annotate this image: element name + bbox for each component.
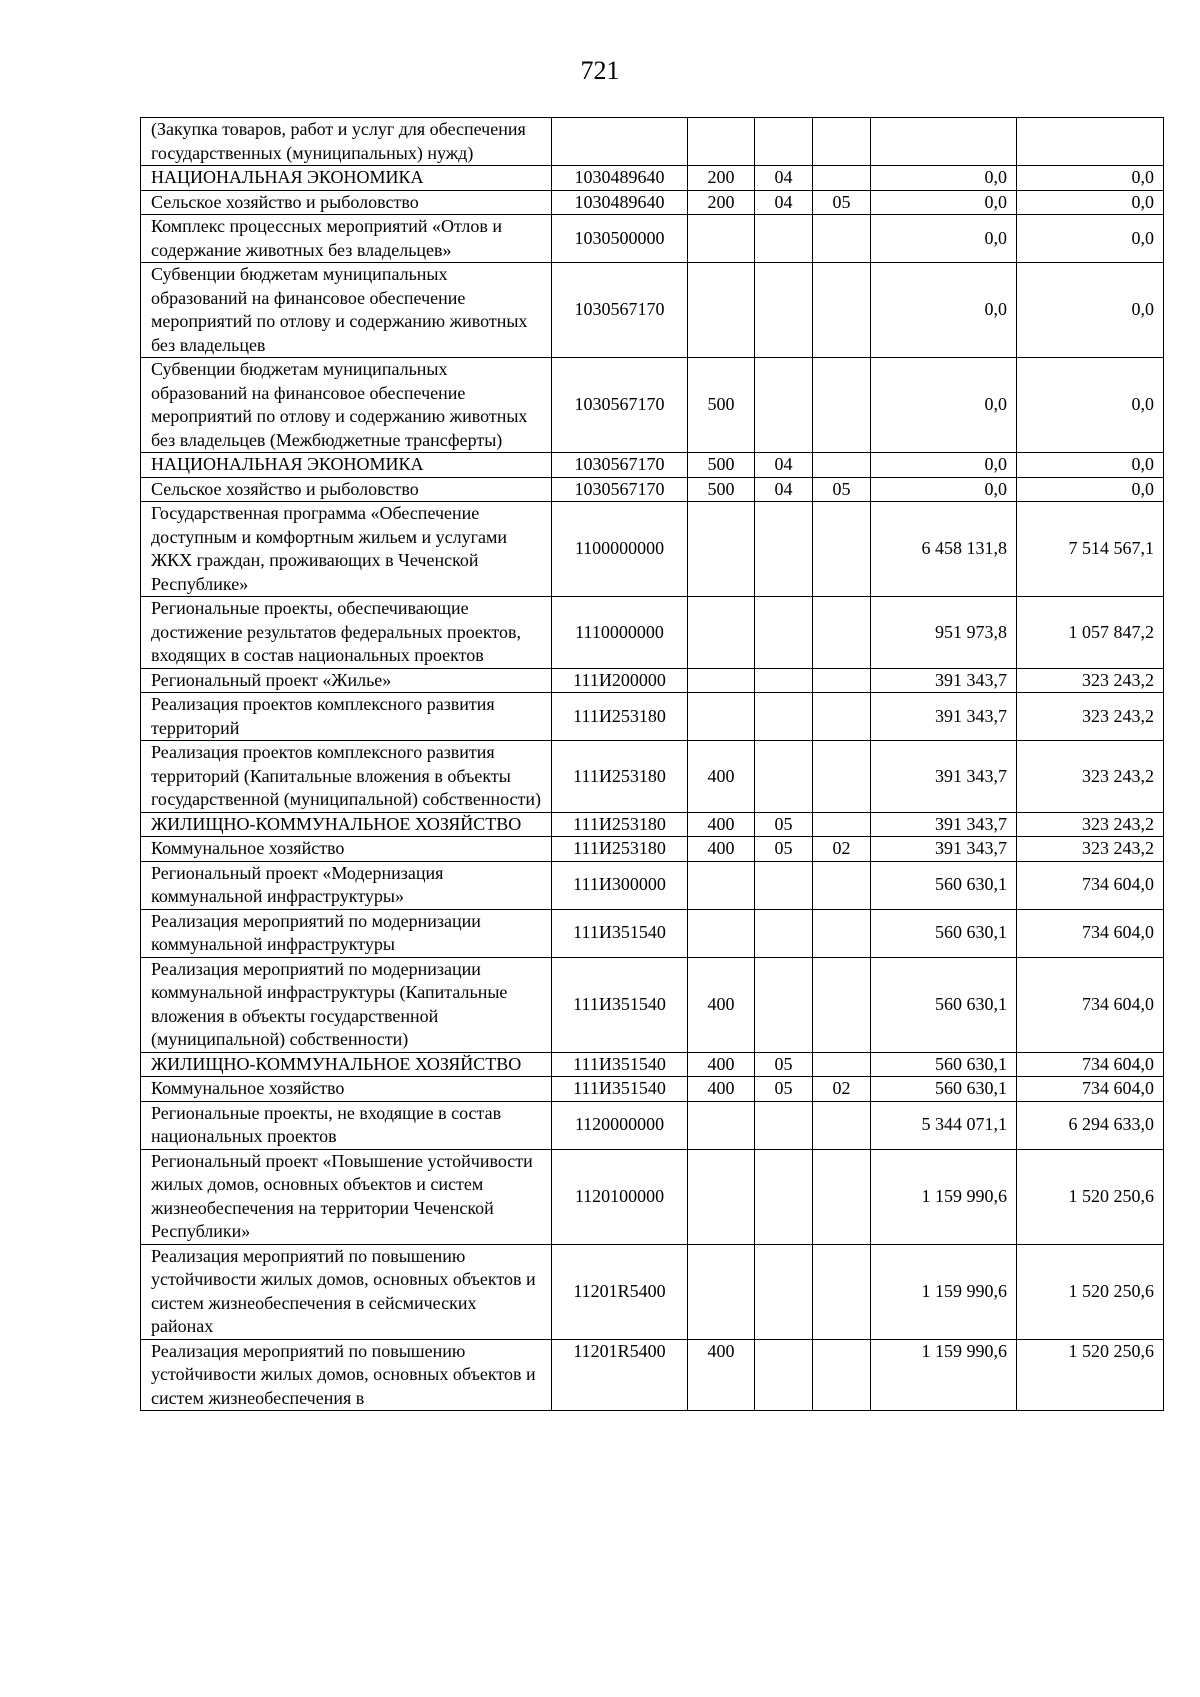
amount-year2-cell: 0,0 bbox=[1017, 190, 1164, 215]
expense-type-cell: 400 bbox=[688, 741, 755, 813]
row-name-cell: Региональные проекты, не входящие в состав национальных проектов bbox=[141, 1101, 552, 1149]
amount-year1-cell: 1 159 990,6 bbox=[871, 1149, 1017, 1244]
expense-type-cell: 400 bbox=[688, 1052, 755, 1077]
amount-year1-cell: 0,0 bbox=[871, 453, 1017, 478]
table-row bbox=[141, 215, 1164, 263]
amount-year2-cell: 1 520 250,6 bbox=[1017, 1149, 1164, 1244]
subsection-cell bbox=[813, 741, 871, 813]
row-name-cell: НАЦИОНАЛЬНАЯ ЭКОНОМИКА bbox=[141, 453, 552, 478]
table-row bbox=[141, 166, 1164, 191]
amount-year2-cell: 734 604,0 bbox=[1017, 957, 1164, 1052]
amount-year2-cell: 0,0 bbox=[1017, 453, 1164, 478]
subsection-cell bbox=[813, 118, 871, 166]
section-cell bbox=[755, 861, 813, 909]
subsection-cell bbox=[813, 861, 871, 909]
section-cell: 05 bbox=[755, 837, 813, 862]
subsection-cell bbox=[813, 668, 871, 693]
section-cell bbox=[755, 693, 813, 741]
table-row bbox=[141, 909, 1164, 957]
target-code-cell: 111И351540 bbox=[552, 1052, 688, 1077]
subsection-cell: 05 bbox=[813, 477, 871, 502]
table-row bbox=[141, 477, 1164, 502]
amount-year2-cell: 7 514 567,1 bbox=[1017, 502, 1164, 597]
expense-type-cell bbox=[688, 668, 755, 693]
target-code-cell: 1030567170 bbox=[552, 477, 688, 502]
section-cell bbox=[755, 118, 813, 166]
table-row bbox=[141, 502, 1164, 597]
subsection-cell bbox=[813, 358, 871, 453]
row-name-cell: Региональные проекты, обеспечивающие достижение результатов федеральных проектов, входящих в состав национальных проектов bbox=[141, 597, 552, 669]
amount-year1-cell: 560 630,1 bbox=[871, 909, 1017, 957]
budget-table bbox=[140, 117, 1164, 1411]
target-code-cell: 1030489640 bbox=[552, 166, 688, 191]
table-row bbox=[141, 1077, 1164, 1102]
target-code-cell bbox=[552, 118, 688, 166]
target-code-cell: 1030500000 bbox=[552, 215, 688, 263]
expense-type-cell bbox=[688, 861, 755, 909]
subsection-cell bbox=[813, 166, 871, 191]
expense-type-cell bbox=[688, 502, 755, 597]
section-cell bbox=[755, 358, 813, 453]
subsection-cell bbox=[813, 263, 871, 358]
target-code-cell: 1120000000 bbox=[552, 1101, 688, 1149]
amount-year2-cell bbox=[1017, 118, 1164, 166]
amount-year2-cell: 0,0 bbox=[1017, 166, 1164, 191]
amount-year1-cell: 0,0 bbox=[871, 166, 1017, 191]
amount-year1-cell: 5 344 071,1 bbox=[871, 1101, 1017, 1149]
target-code-cell: 111И351540 bbox=[552, 1077, 688, 1102]
subsection-cell bbox=[813, 1339, 871, 1411]
section-cell bbox=[755, 741, 813, 813]
amount-year1-cell: 0,0 bbox=[871, 477, 1017, 502]
subsection-cell bbox=[813, 1052, 871, 1077]
row-name-cell: Государственная программа «Обеспечение доступным и комфортным жильем и услугами ЖКХ граждан, проживающих в Чеченской Республике» bbox=[141, 502, 552, 597]
table-row bbox=[141, 453, 1164, 478]
target-code-cell: 1120100000 bbox=[552, 1149, 688, 1244]
target-code-cell: 111И300000 bbox=[552, 861, 688, 909]
table-row bbox=[141, 190, 1164, 215]
amount-year2-cell: 323 243,2 bbox=[1017, 837, 1164, 862]
expense-type-cell: 400 bbox=[688, 1339, 755, 1411]
target-code-cell: 1100000000 bbox=[552, 502, 688, 597]
amount-year1-cell: 6 458 131,8 bbox=[871, 502, 1017, 597]
section-cell: 05 bbox=[755, 812, 813, 837]
table-row bbox=[141, 1101, 1164, 1149]
row-name-cell: Комплекс процессных мероприятий «Отлов и содержание животных без владельцев» bbox=[141, 215, 552, 263]
expense-type-cell bbox=[688, 118, 755, 166]
amount-year2-cell: 734 604,0 bbox=[1017, 909, 1164, 957]
row-name-cell: ЖИЛИЩНО-КОММУНАЛЬНОЕ ХОЗЯЙСТВО bbox=[141, 1052, 552, 1077]
row-name-cell: Субвенции бюджетам муниципальных образований на финансовое обеспечение мероприятий по отлову и содержанию животных без владельцев bbox=[141, 263, 552, 358]
target-code-cell: 11201R5400 bbox=[552, 1244, 688, 1339]
expense-type-cell: 200 bbox=[688, 190, 755, 215]
expense-type-cell: 500 bbox=[688, 358, 755, 453]
target-code-cell: 1030567170 bbox=[552, 358, 688, 453]
section-cell: 04 bbox=[755, 453, 813, 478]
expense-type-cell bbox=[688, 1244, 755, 1339]
expense-type-cell: 400 bbox=[688, 812, 755, 837]
target-code-cell: 111И253180 bbox=[552, 837, 688, 862]
amount-year2-cell: 734 604,0 bbox=[1017, 1052, 1164, 1077]
section-cell bbox=[755, 502, 813, 597]
row-name-cell: Реализация проектов комплексного развития территорий bbox=[141, 693, 552, 741]
row-name-cell: НАЦИОНАЛЬНАЯ ЭКОНОМИКА bbox=[141, 166, 552, 191]
expense-type-cell: 400 bbox=[688, 1077, 755, 1102]
row-name-cell: Реализация мероприятий по модернизации коммунальной инфраструктуры (Капитальные вложения в объекты государственной (муниципальной) собственности) bbox=[141, 957, 552, 1052]
section-cell bbox=[755, 263, 813, 358]
row-name-cell: Реализация мероприятий по повышению устойчивости жилых домов, основных объектов и систем жизнеобеспечения в bbox=[141, 1339, 552, 1411]
amount-year2-cell: 1 520 250,6 bbox=[1017, 1339, 1164, 1411]
amount-year1-cell: 0,0 bbox=[871, 190, 1017, 215]
expense-type-cell bbox=[688, 215, 755, 263]
subsection-cell bbox=[813, 597, 871, 669]
table-row bbox=[141, 861, 1164, 909]
subsection-cell bbox=[813, 812, 871, 837]
subsection-cell: 02 bbox=[813, 1077, 871, 1102]
section-cell bbox=[755, 1101, 813, 1149]
section-cell: 04 bbox=[755, 477, 813, 502]
table-row bbox=[141, 1052, 1164, 1077]
amount-year1-cell: 391 343,7 bbox=[871, 812, 1017, 837]
table-row bbox=[141, 741, 1164, 813]
row-name-cell: Региональный проект «Модернизация коммунальной инфраструктуры» bbox=[141, 861, 552, 909]
amount-year2-cell: 734 604,0 bbox=[1017, 1077, 1164, 1102]
table-body bbox=[141, 118, 1164, 1411]
table-row bbox=[141, 1149, 1164, 1244]
section-cell bbox=[755, 1339, 813, 1411]
amount-year1-cell: 560 630,1 bbox=[871, 861, 1017, 909]
table-row bbox=[141, 1244, 1164, 1339]
amount-year1-cell: 1 159 990,6 bbox=[871, 1339, 1017, 1411]
row-name-cell: Коммунальное хозяйство bbox=[141, 1077, 552, 1102]
amount-year2-cell: 0,0 bbox=[1017, 263, 1164, 358]
amount-year1-cell: 391 343,7 bbox=[871, 693, 1017, 741]
target-code-cell: 111И351540 bbox=[552, 909, 688, 957]
section-cell bbox=[755, 1149, 813, 1244]
subsection-cell bbox=[813, 1101, 871, 1149]
subsection-cell: 05 bbox=[813, 190, 871, 215]
subsection-cell bbox=[813, 1149, 871, 1244]
amount-year1-cell: 560 630,1 bbox=[871, 1052, 1017, 1077]
subsection-cell bbox=[813, 693, 871, 741]
table-row bbox=[141, 597, 1164, 669]
target-code-cell: 1110000000 bbox=[552, 597, 688, 669]
row-name-cell: (Закупка товаров, работ и услуг для обеспечения государственных (муниципальных) нужд) bbox=[141, 118, 552, 166]
section-cell: 04 bbox=[755, 190, 813, 215]
expense-type-cell bbox=[688, 1149, 755, 1244]
amount-year2-cell: 323 243,2 bbox=[1017, 693, 1164, 741]
table-row bbox=[141, 957, 1164, 1052]
section-cell: 04 bbox=[755, 166, 813, 191]
amount-year2-cell: 323 243,2 bbox=[1017, 741, 1164, 813]
target-code-cell: 111И253180 bbox=[552, 693, 688, 741]
amount-year2-cell: 1 520 250,6 bbox=[1017, 1244, 1164, 1339]
expense-type-cell: 200 bbox=[688, 166, 755, 191]
target-code-cell: 111И351540 bbox=[552, 957, 688, 1052]
table-row bbox=[141, 837, 1164, 862]
section-cell bbox=[755, 668, 813, 693]
amount-year1-cell bbox=[871, 118, 1017, 166]
subsection-cell bbox=[813, 215, 871, 263]
amount-year2-cell: 0,0 bbox=[1017, 477, 1164, 502]
amount-year1-cell: 0,0 bbox=[871, 263, 1017, 358]
table-row bbox=[141, 263, 1164, 358]
table-row bbox=[141, 668, 1164, 693]
expense-type-cell bbox=[688, 693, 755, 741]
target-code-cell: 1030567170 bbox=[552, 263, 688, 358]
target-code-cell: 11201R5400 bbox=[552, 1339, 688, 1411]
expense-type-cell bbox=[688, 263, 755, 358]
amount-year1-cell: 391 343,7 bbox=[871, 837, 1017, 862]
expense-type-cell: 400 bbox=[688, 837, 755, 862]
amount-year2-cell: 323 243,2 bbox=[1017, 812, 1164, 837]
row-name-cell: Реализация мероприятий по повышению устойчивости жилых домов, основных объектов и систем жизнеобеспечения в сейсмических районах bbox=[141, 1244, 552, 1339]
table-row bbox=[141, 812, 1164, 837]
section-cell: 05 bbox=[755, 1077, 813, 1102]
target-code-cell: 1030489640 bbox=[552, 190, 688, 215]
amount-year1-cell: 0,0 bbox=[871, 358, 1017, 453]
subsection-cell bbox=[813, 453, 871, 478]
amount-year1-cell: 560 630,1 bbox=[871, 1077, 1017, 1102]
target-code-cell: 111И253180 bbox=[552, 812, 688, 837]
row-name-cell: Реализация проектов комплексного развития территорий (Капитальные вложения в объекты государственной (муниципальной) собственности) bbox=[141, 741, 552, 813]
row-name-cell: Сельское хозяйство и рыболовство bbox=[141, 477, 552, 502]
section-cell bbox=[755, 909, 813, 957]
amount-year1-cell: 0,0 bbox=[871, 215, 1017, 263]
expense-type-cell bbox=[688, 597, 755, 669]
amount-year1-cell: 560 630,1 bbox=[871, 957, 1017, 1052]
target-code-cell: 111И253180 bbox=[552, 741, 688, 813]
expense-type-cell bbox=[688, 909, 755, 957]
section-cell bbox=[755, 215, 813, 263]
target-code-cell: 1030567170 bbox=[552, 453, 688, 478]
page-number: 721 bbox=[580, 56, 620, 85]
amount-year2-cell: 734 604,0 bbox=[1017, 861, 1164, 909]
subsection-cell bbox=[813, 502, 871, 597]
subsection-cell: 02 bbox=[813, 837, 871, 862]
expense-type-cell: 500 bbox=[688, 453, 755, 478]
row-name-cell: Коммунальное хозяйство bbox=[141, 837, 552, 862]
row-name-cell: Субвенции бюджетам муниципальных образований на финансовое обеспечение мероприятий по отлову и содержанию животных без владельцев (Межбюджетные трансферты) bbox=[141, 358, 552, 453]
row-name-cell: Региональный проект «Жилье» bbox=[141, 668, 552, 693]
subsection-cell bbox=[813, 957, 871, 1052]
row-name-cell: Реализация мероприятий по модернизации коммунальной инфраструктуры bbox=[141, 909, 552, 957]
row-name-cell: Региональный проект «Повышение устойчивости жилых домов, основных объектов и систем жизнеобеспечения на территории Чеченской Республики» bbox=[141, 1149, 552, 1244]
amount-year1-cell: 951 973,8 bbox=[871, 597, 1017, 669]
table-row bbox=[141, 1339, 1164, 1411]
amount-year1-cell: 391 343,7 bbox=[871, 668, 1017, 693]
table-row bbox=[141, 358, 1164, 453]
amount-year2-cell: 0,0 bbox=[1017, 215, 1164, 263]
table-row bbox=[141, 693, 1164, 741]
target-code-cell: 111И200000 bbox=[552, 668, 688, 693]
subsection-cell bbox=[813, 909, 871, 957]
amount-year2-cell: 323 243,2 bbox=[1017, 668, 1164, 693]
amount-year2-cell: 0,0 bbox=[1017, 358, 1164, 453]
subsection-cell bbox=[813, 1244, 871, 1339]
amount-year1-cell: 391 343,7 bbox=[871, 741, 1017, 813]
amount-year2-cell: 1 057 847,2 bbox=[1017, 597, 1164, 669]
row-name-cell: ЖИЛИЩНО-КОММУНАЛЬНОЕ ХОЗЯЙСТВО bbox=[141, 812, 552, 837]
section-cell bbox=[755, 597, 813, 669]
section-cell: 05 bbox=[755, 1052, 813, 1077]
table-row bbox=[141, 118, 1164, 166]
expense-type-cell: 400 bbox=[688, 957, 755, 1052]
expense-type-cell: 500 bbox=[688, 477, 755, 502]
expense-type-cell bbox=[688, 1101, 755, 1149]
amount-year1-cell: 1 159 990,6 bbox=[871, 1244, 1017, 1339]
section-cell bbox=[755, 957, 813, 1052]
section-cell bbox=[755, 1244, 813, 1339]
amount-year2-cell: 6 294 633,0 bbox=[1017, 1101, 1164, 1149]
row-name-cell: Сельское хозяйство и рыболовство bbox=[141, 190, 552, 215]
